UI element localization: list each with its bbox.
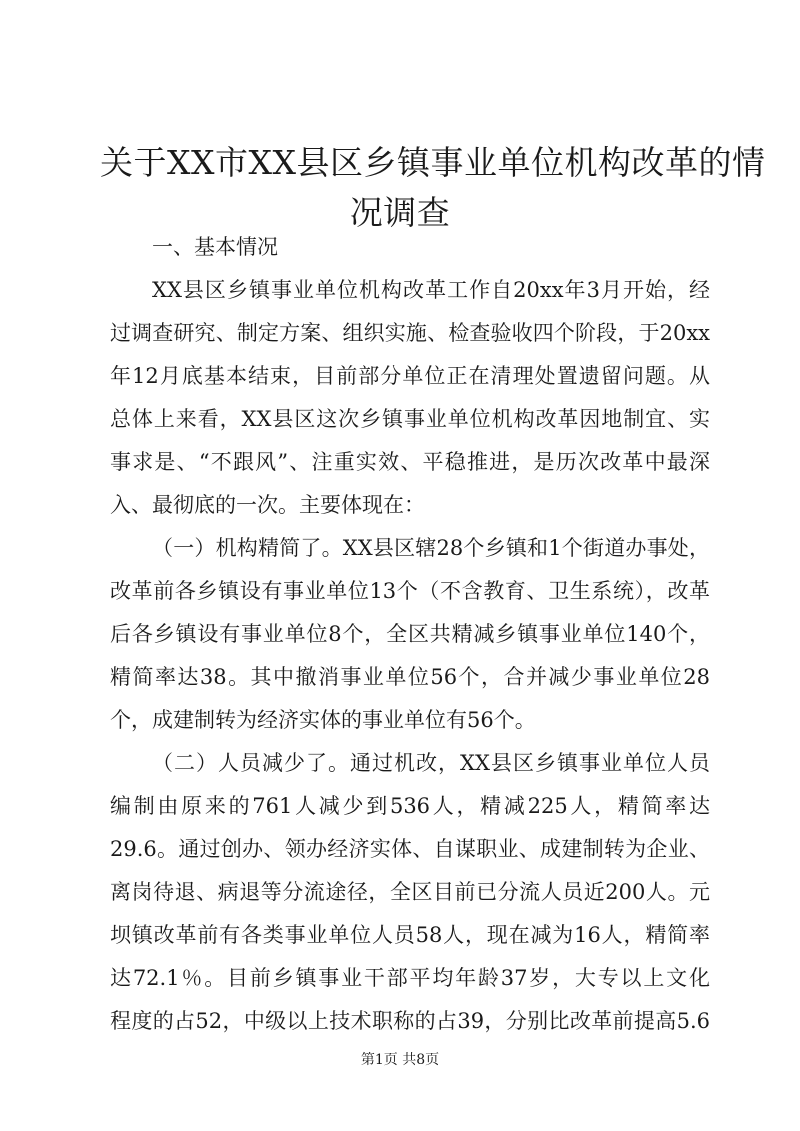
document-body	[110, 226, 710, 1043]
paragraph-line: 29.6。通过创办、领办经济实体、自谋职业、成建制转为企业、	[110, 837, 710, 861]
document-title	[100, 138, 766, 238]
paragraph-line: 年12月底基本结束，目前部分单位正在清理处置遗留问题。从	[110, 364, 710, 388]
paragraph-line: 精简率达38。其中撤消事业单位56个，合并减少事业单位28	[110, 665, 710, 689]
paragraph-line: （一）机构精简了。XX县区辖28个乡镇和1个街道办事处，	[152, 536, 710, 560]
paragraph-line: 离岗待退、病退等分流途径，全区目前已分流人员近200人。元	[110, 880, 710, 904]
paragraph-line: 改革前各乡镇设有事业单位13个（不含教育、卫生系统），改革	[110, 579, 710, 603]
title-line-2: 况调查	[349, 193, 451, 232]
paragraph-line: 入、最彻底的一次。主要体现在：	[110, 493, 425, 517]
paragraph-line: XX县区乡镇事业单位机构改革工作自20xx年3月开始，经	[152, 278, 710, 302]
paragraph-line: 坝镇改革前有各类事业单位人员58人，现在减为16人，精简率	[110, 923, 710, 947]
paragraph-line: 个，成建制转为经济实体的事业单位有56个。	[110, 708, 536, 732]
section-heading: 一、基本情况	[152, 235, 278, 259]
title-line-1: 关于XX市XX县区乡镇事业单位机构改革的情	[100, 143, 766, 182]
paragraph-line: 编制由原来的761人减少到536人，精减225人，精简率达	[110, 794, 710, 818]
paragraph-line: 事求是、“不跟风”、注重实效、平稳推进，是历次改革中最深	[110, 450, 710, 474]
paragraph-line: 总体上来看，XX县区这次乡镇事业单位机构改革因地制宜、实	[110, 407, 710, 431]
paragraph-line: 过调查研究、制定方案、组织实施、检查验收四个阶段，于20xx	[110, 321, 710, 345]
paragraph-line: 达72.1％。目前乡镇事业干部平均年龄37岁，大专以上文化	[110, 966, 710, 990]
paragraph-line: 程度的占52，中级以上技术职称的占39，分别比改革前提高5.6	[110, 1009, 710, 1033]
paragraph-line: 后各乡镇设有事业单位8个，全区共精减乡镇事业单位140个，	[110, 622, 710, 646]
paragraph-line: （二）人员减少了。通过机改，XX县区乡镇事业单位人员	[152, 751, 710, 775]
page-number: 第1页 共8页	[360, 1052, 440, 1068]
